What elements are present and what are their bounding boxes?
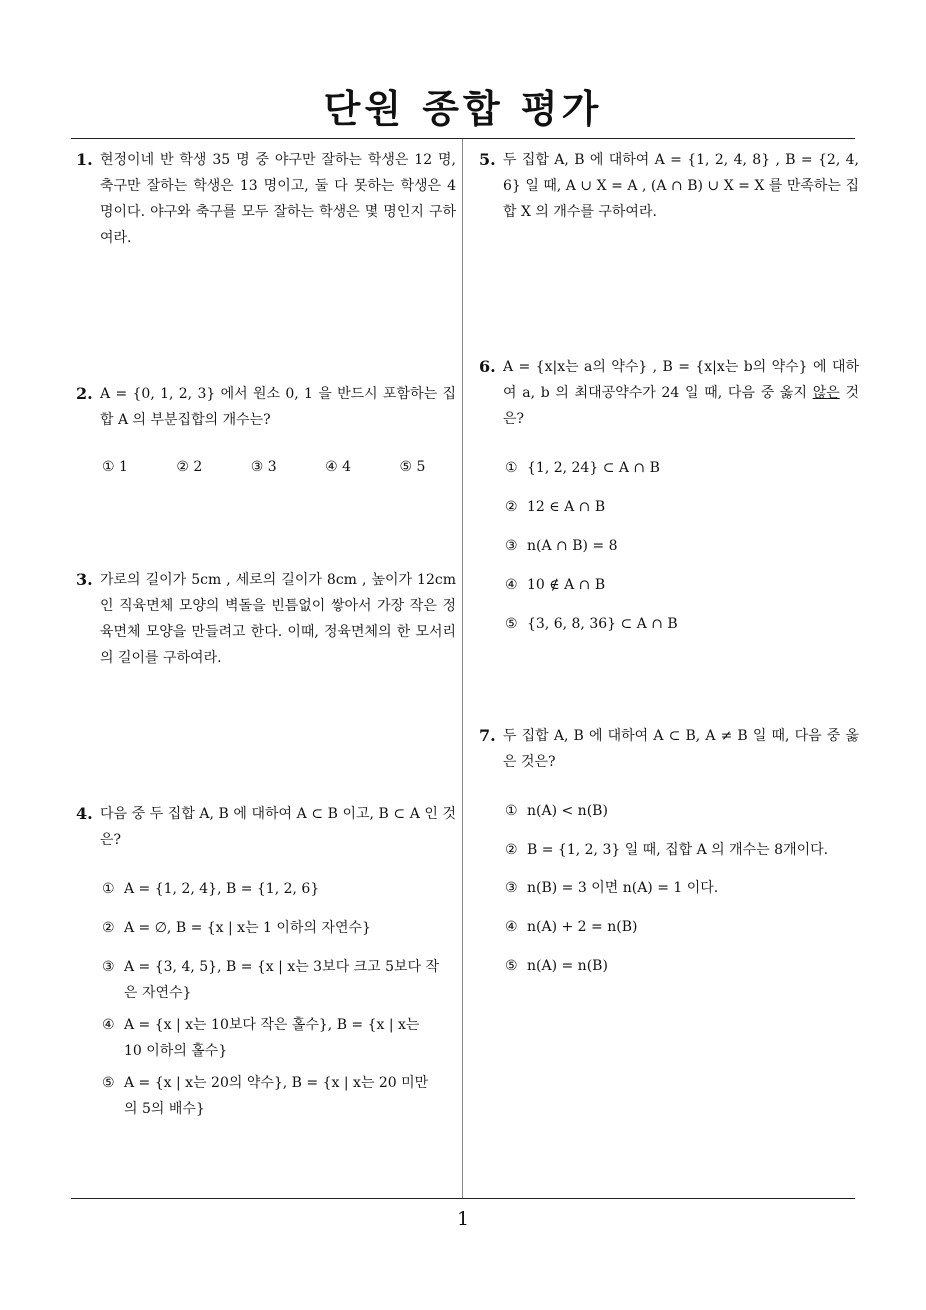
question-6-option-4[interactable] xyxy=(505,572,845,598)
option-2[interactable]: ② 2 xyxy=(176,459,203,475)
question-4-option-4[interactable] xyxy=(102,1012,440,1064)
option-text: 12 ∈ A ∩ B xyxy=(527,499,606,515)
question-7-option-1[interactable] xyxy=(505,798,855,824)
question-6-option-2[interactable] xyxy=(505,494,845,520)
question-4 xyxy=(76,801,456,853)
option-text: n(A) = n(B) xyxy=(527,958,608,974)
option-text: A = {x | x는 20의 약수}, B = {x | x는 20 미만의 5의 배수} xyxy=(124,1075,429,1117)
page-title: 단원 종합 평가 xyxy=(323,87,603,131)
option-text: B = {1, 2, 3} 일 때, 집합 A 의 개수는 8개이다. xyxy=(527,842,829,858)
option-text: A = {1, 2, 4}, B = {1, 2, 6} xyxy=(124,881,320,897)
option-mark: ⑤ xyxy=(505,958,518,974)
question-text: 두 집합 A, B 에 대하여 A = {1, 2, 4, 8} , B = {2, 4, 6} 일 때, A ∪ X = A , (A ∩ B) ∪ X = X 를 만족하는 집합 X 의 개수를 구하여라. xyxy=(503,152,859,220)
option-5[interactable]: ⑤ 5 xyxy=(399,459,426,475)
option-text: A = {3, 4, 5}, B = {x | x는 3보다 크고 5보다 작은 자연수} xyxy=(124,959,440,1001)
question-4-option-2[interactable] xyxy=(102,915,440,941)
option-text: {3, 6, 8, 36} ⊂ A ∩ B xyxy=(527,616,678,632)
option-mark: ② xyxy=(505,842,518,858)
option-text: n(B) = 3 이면 n(A) = 1 이다. xyxy=(527,880,719,896)
question-text-part: A = {x|x는 a의 약수} , B = {x|x는 b의 약수} 에 대하여 a, b 의 최대공약수가 24 일 때, 다음 중 옳지 xyxy=(503,359,859,401)
option-mark: ① xyxy=(505,460,518,476)
question-6 xyxy=(479,354,859,432)
question-6-option-5[interactable] xyxy=(505,611,845,637)
question-4-option-1[interactable] xyxy=(102,876,440,902)
question-1 xyxy=(76,147,456,251)
column-divider xyxy=(462,139,463,1198)
top-rule xyxy=(71,138,855,139)
question-text-part: 것은? xyxy=(503,385,859,427)
question-6-option-1[interactable] xyxy=(505,455,845,481)
question-number: 4. xyxy=(76,804,93,823)
option-text: n(A) < n(B) xyxy=(527,803,608,819)
question-text: A = {0, 1, 2, 3} 에서 원소 0, 1 을 반드시 포함하는 집합 A 의 부분집합의 개수는? xyxy=(100,386,456,428)
option-mark: ③ xyxy=(505,880,518,896)
bottom-rule xyxy=(71,1198,855,1199)
question-7-option-5[interactable] xyxy=(505,953,855,979)
option-3[interactable]: ③ 3 xyxy=(250,459,277,475)
question-3 xyxy=(76,567,456,671)
option-mark: ④ xyxy=(102,1017,115,1033)
option-mark: ① xyxy=(505,803,518,819)
option-mark: ② xyxy=(505,499,518,515)
question-5 xyxy=(479,147,859,225)
option-mark: ③ xyxy=(102,959,115,975)
question-number: 2. xyxy=(76,384,93,403)
page-number: 1 xyxy=(456,1208,470,1230)
question-text xyxy=(479,354,859,432)
question-2 xyxy=(76,381,456,433)
question-text: 다음 중 두 집합 A, B 에 대하여 A ⊂ B 이고, B ⊂ A 인 것은? xyxy=(100,806,456,848)
option-mark: ① xyxy=(102,881,115,897)
question-7-option-3[interactable] xyxy=(505,875,855,901)
option-text: {1, 2, 24} ⊂ A ∩ B xyxy=(527,460,660,476)
question-number: 3. xyxy=(76,570,93,589)
option-mark: ③ xyxy=(505,538,518,554)
question-text: 가로의 길이가 5cm , 세로의 길이가 8cm , 높이가 12cm 인 직육면체 모양의 벽돌을 빈틈없이 쌓아서 가장 작은 정육면체 모양을 만들려고 한다. 이때, 정육면체의 한 모서리의 길이를 구하여라. xyxy=(100,572,456,666)
option-mark: ⑤ xyxy=(505,616,518,632)
question-number: 5. xyxy=(479,150,496,169)
option-text: n(A) + 2 = n(B) xyxy=(527,919,638,935)
question-6-option-3[interactable] xyxy=(505,533,845,559)
question-4-option-5[interactable] xyxy=(102,1070,440,1122)
option-1[interactable]: ① 1 xyxy=(102,459,128,475)
option-text: 10 ∉ A ∩ B xyxy=(527,577,606,593)
option-mark: ④ xyxy=(505,577,518,593)
emphasis-not: 않은 xyxy=(812,385,840,401)
option-mark: ② xyxy=(102,920,115,936)
question-2-options xyxy=(102,459,469,475)
question-text: 현정이네 반 학생 35 명 중 야구만 잘하는 학생은 12 명, 축구만 잘하는 학생은 13 명이고, 둘 다 못하는 학생은 4 명이다. 야구와 축구를 모두 잘하는 학생은 몇 명인지 구하여라. xyxy=(100,152,456,246)
option-4[interactable]: ④ 4 xyxy=(325,459,352,475)
option-text: A = {x | x는 10보다 작은 홀수}, B = {x | x는 10 이하의 홀수} xyxy=(124,1017,420,1059)
option-mark: ④ xyxy=(505,919,518,935)
question-number: 1. xyxy=(76,150,93,169)
question-number: 6. xyxy=(479,357,496,376)
option-text: A = ∅, B = {x | x는 1 이하의 자연수} xyxy=(124,920,371,936)
question-7 xyxy=(479,723,859,775)
option-text: n(A ∩ B) = 8 xyxy=(527,538,618,554)
question-7-option-2[interactable] xyxy=(505,837,855,863)
question-text: 두 집합 A, B 에 대하여 A ⊂ B, A ≠ B 일 때, 다음 중 옳은 것은? xyxy=(503,728,859,770)
question-number: 7. xyxy=(479,726,496,745)
question-7-option-4[interactable] xyxy=(505,914,855,940)
option-mark: ⑤ xyxy=(102,1075,115,1091)
question-4-option-3[interactable] xyxy=(102,954,440,1006)
